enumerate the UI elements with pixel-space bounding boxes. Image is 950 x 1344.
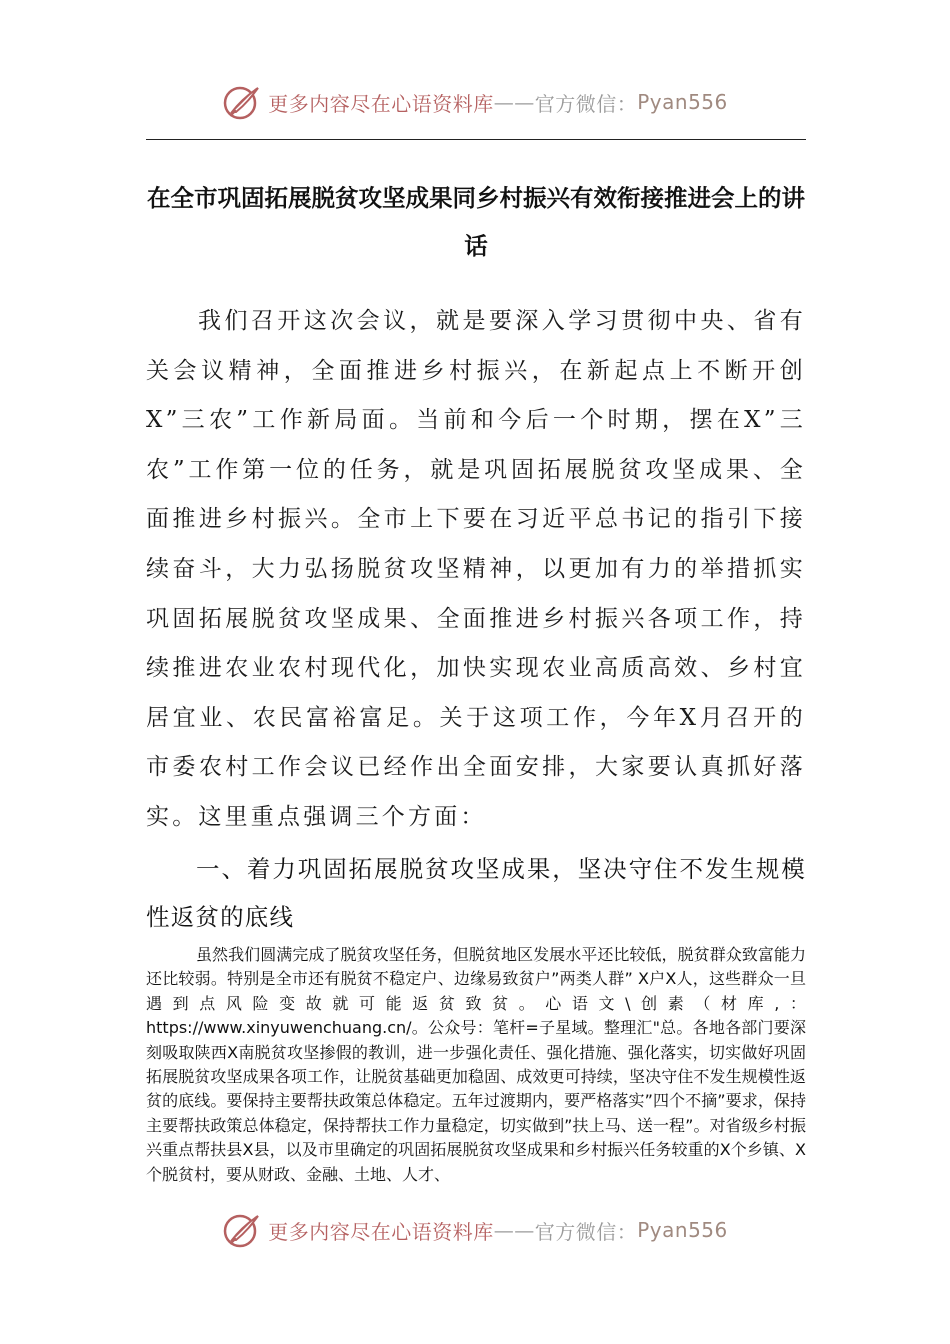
banner-wechat-id: Pyan556 <box>637 90 728 114</box>
header-divider <box>146 139 806 140</box>
intro-paragraph: 我们召开这次会议，就是要深入学习贯彻中央、省有关会议精神，全面推进乡村振兴，在新起点上不断开创X”三农”工作新局面。当前和今后一个时期，摆在X”三农”工作第一位的任务，就是巩固拓展脱贫攻坚成果、全面推进乡村振兴。全市上下要在习近平总书记的指引下接续奋斗，大力弘扬脱贫攻坚精神，以更加有力的举措抓实巩固拓展脱贫攻坚成果、全面推进乡村振兴各项工作，持续推进农业农村现代化，加快实现农业高质高效、乡村宜居宜业、农民富裕富足。关于这项工作，今年X月召开的市委农村工作会议已经作出全面安排，大家要认真抓好落实。这里重点强调三个方面： <box>146 308 806 830</box>
document-title: 在全市巩固拓展脱贫攻坚成果同乡村振兴有效衔接推进会上的讲话 <box>147 184 805 260</box>
header-banner <box>0 80 950 124</box>
banner-official-label: 官方微信： <box>534 91 638 116</box>
banner-slogan: 更多内容尽在心语资料库 <box>268 91 494 116</box>
footer-banner <box>0 1208 950 1252</box>
banner-separator: —— <box>493 1218 535 1242</box>
section-paragraph: 虽然我们圆满完成了脱贫攻坚任务，但脱贫地区发展水平还比较低，脱贫群众致富能力还比较弱。特别是全市还有脱贫不稳定户、边缘易致贫户”两类人群” X户X人，这些群众一旦遇到点风险变故就可能返贫致贫。心语文\创素（材库,：https://www.xinyuwenchuang.cn/。公众号：笔杆=子星域。整理汇"总。各地各部门要深刻吸取陕西X南脱贫攻坚掺假的教训，进一步强化责任、强化措施、强化落实，切实做好巩固拓展脱贫攻坚成果各项工作，让脱贫基础更加稳固、成效更可持续，坚决守住不发生规模性返贫的底线。要保持主要帮扶政策总体稳定。五年过渡期内，要严格落实”四个不摘”要求，保持主要帮扶政策总体稳定，保持帮扶工作力量稳定，切实做到”扶上马、送一程”。对省级乡村振兴重点帮扶县X县，以及市里确定的巩固拓展脱贫攻坚成果和乡村振兴任务较重的X个乡镇、X个脱贫村，要从财政、金融、土地、人才、 <box>146 945 806 1184</box>
banner-official-label: 官方微信： <box>534 1219 638 1244</box>
banner-wechat-id: Pyan556 <box>637 1218 728 1242</box>
quill-logo-icon <box>222 82 262 122</box>
section-heading: 一、着力巩固拓展脱贫攻坚成果，坚决守住不发生规模性返贫的底线 <box>146 855 806 931</box>
banner-slogan: 更多内容尽在心语资料库 <box>268 1219 494 1244</box>
banner-separator: —— <box>493 90 535 114</box>
quill-logo-icon <box>222 1210 262 1250</box>
